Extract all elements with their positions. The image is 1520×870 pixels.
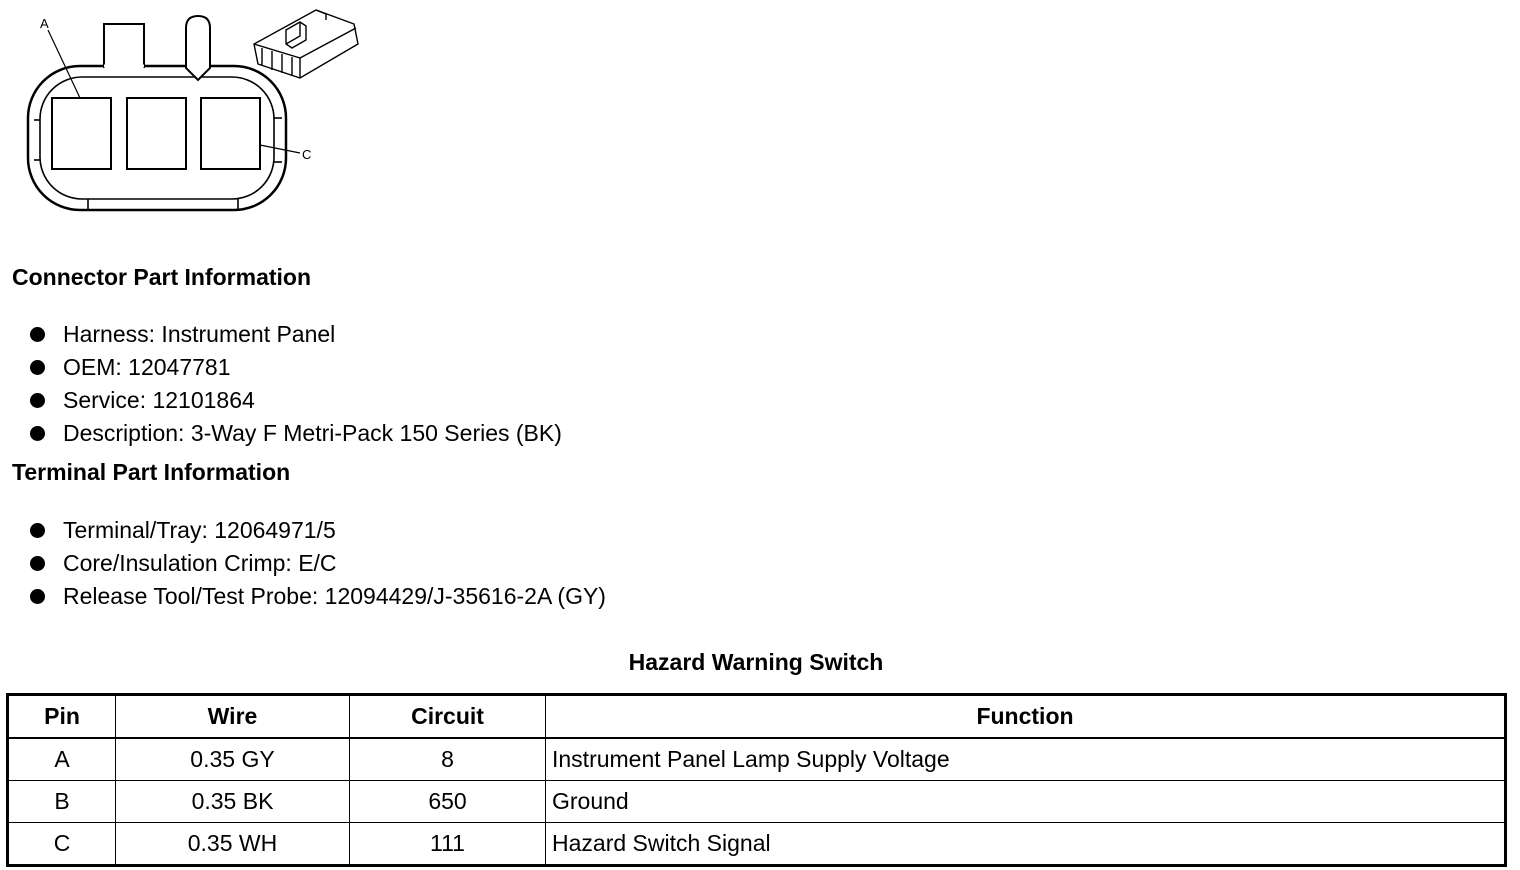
- header-pin: Pin: [8, 695, 116, 739]
- bullet-icon: [30, 327, 45, 342]
- cell-circuit: 8: [350, 738, 546, 781]
- bullet-icon: [30, 589, 45, 604]
- table-row: [8, 738, 1506, 781]
- connector-oem: OEM: 12047781: [63, 354, 231, 380]
- connector-description: Description: 3-Way F Metri-Pack 150 Series (BK): [63, 420, 562, 446]
- connector-top-tab: [104, 24, 144, 68]
- list-item: [28, 547, 606, 580]
- callout-c-leader: [260, 145, 300, 153]
- table-caption: Hazard Warning Switch: [628, 649, 884, 675]
- bullet-icon: [30, 393, 45, 408]
- bullet-icon: [30, 360, 45, 375]
- terminal-crimp: Core/Insulation Crimp: E/C: [63, 550, 337, 576]
- pinout-table: [6, 693, 1507, 867]
- cell-circuit: 111: [350, 823, 546, 866]
- connector-info-heading: Connector Part Information: [12, 264, 312, 290]
- cell-wire: 0.35 WH: [116, 823, 350, 866]
- cell-pin: C: [8, 823, 116, 866]
- list-item: [28, 351, 562, 384]
- header-function: Function: [546, 695, 1506, 739]
- callout-a-label: A: [40, 16, 49, 31]
- terminal-cavity-a: [52, 98, 111, 169]
- callout-c-label: C: [302, 147, 312, 162]
- connector-thumbnail-icon: [254, 10, 358, 78]
- terminal-tray: Terminal/Tray: 12064971/5: [63, 517, 336, 543]
- connector-body-inner: [40, 77, 274, 199]
- connector-harness: Harness: Instrument Panel: [63, 321, 336, 347]
- connector-service: Service: 12101864: [63, 387, 255, 413]
- cell-wire: 0.35 GY: [116, 738, 350, 781]
- bullet-icon: [30, 556, 45, 571]
- cell-wire: 0.35 BK: [116, 781, 350, 823]
- list-item: [28, 514, 606, 547]
- terminal-cavity-b: [127, 98, 186, 169]
- connector-face-diagram: [0, 0, 380, 225]
- terminal-info-heading: Terminal Part Information: [12, 459, 291, 485]
- connector-body-outline: [28, 66, 286, 210]
- table-header-row: [8, 695, 1506, 739]
- connector-info-list: [28, 318, 562, 450]
- list-item: [28, 580, 606, 613]
- list-item: [28, 417, 562, 450]
- header-wire: Wire: [116, 695, 350, 739]
- terminal-info-list: [28, 514, 606, 613]
- cell-pin: B: [8, 781, 116, 823]
- list-item: [28, 318, 562, 351]
- header-circuit: Circuit: [350, 695, 546, 739]
- terminal-cavity-c: [201, 98, 260, 169]
- terminal-release-tool: Release Tool/Test Probe: 12094429/J-35616-2A (GY): [63, 583, 606, 609]
- bullet-icon: [30, 426, 45, 441]
- bullet-icon: [30, 523, 45, 538]
- cell-function: Ground: [546, 781, 1506, 823]
- table-row: [8, 823, 1506, 866]
- connector-top-key: [186, 16, 210, 80]
- cell-function: Instrument Panel Lamp Supply Voltage: [546, 738, 1506, 781]
- table-row: [8, 781, 1506, 823]
- cell-function: Hazard Switch Signal: [546, 823, 1506, 866]
- cell-pin: A: [8, 738, 116, 781]
- cell-circuit: 650: [350, 781, 546, 823]
- list-item: [28, 384, 562, 417]
